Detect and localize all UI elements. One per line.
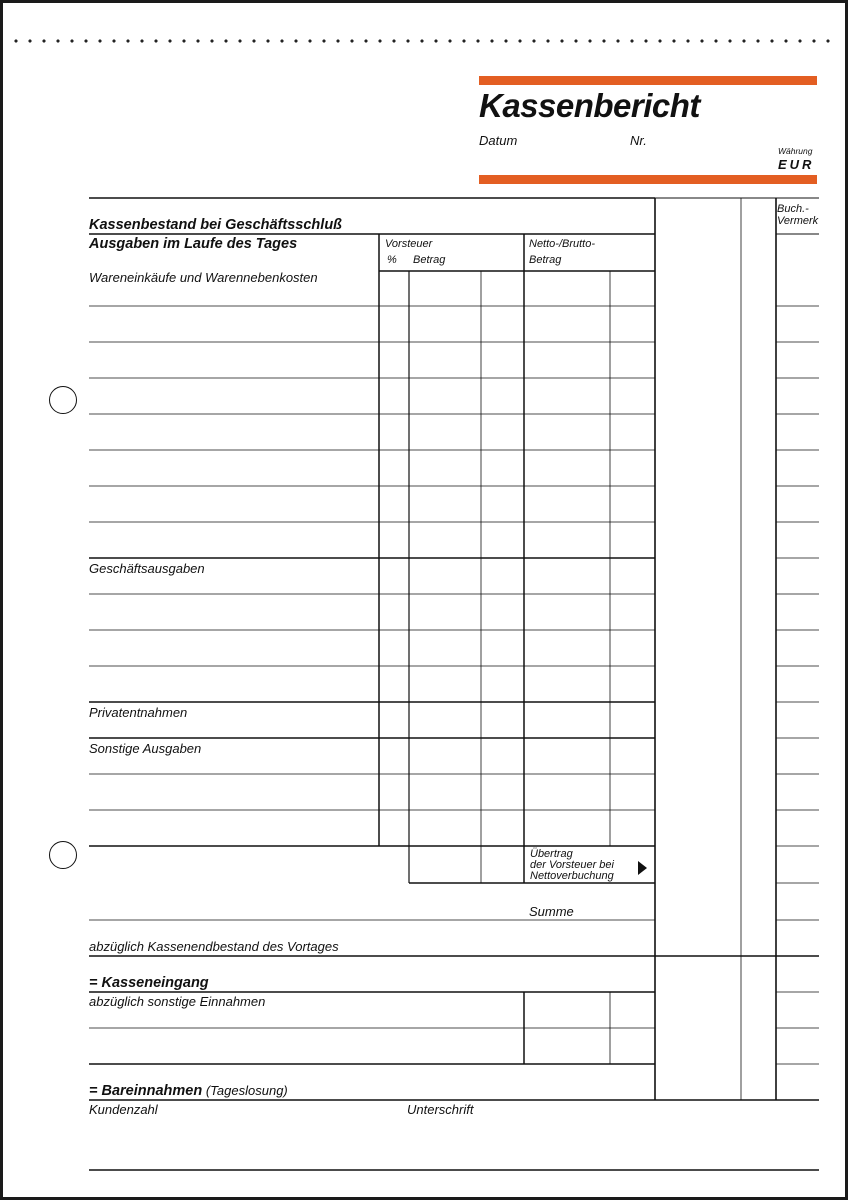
geschaeftsausgaben-label: Geschäftsausgaben bbox=[89, 561, 205, 576]
bareinnahmen-row bbox=[89, 1083, 288, 1099]
sonstige-ausgaben-label: Sonstige Ausgaben bbox=[89, 741, 202, 756]
uebertrag-label-line1: Übertrag bbox=[530, 848, 573, 860]
datum-label: Datum bbox=[479, 133, 518, 148]
vorsteuer-header: Vorsteuer bbox=[385, 238, 433, 250]
waehrung-label: Währung bbox=[778, 146, 813, 156]
uebertrag-label-line2: der Vorsteuer bei bbox=[530, 859, 614, 871]
netto-betrag-header: Betrag bbox=[529, 254, 562, 266]
bareinnahmen-label: = Bareinnahmen bbox=[89, 1083, 203, 1099]
kasseneingang-label: = Kasseneingang bbox=[89, 975, 209, 991]
buch-vermerk-header-line2: Vermerk bbox=[777, 215, 819, 227]
currency-code: EUR bbox=[778, 157, 815, 172]
wareneinkaeufe-label: Wareneinkäufe und Warennebenkosten bbox=[89, 270, 318, 285]
kundenzahl-label: Kundenzahl bbox=[89, 1102, 158, 1117]
tageslosung-label: (Tageslosung) bbox=[205, 1083, 288, 1098]
percent-header: % bbox=[387, 254, 397, 266]
form-title: Kassenbericht bbox=[479, 87, 700, 124]
netto-brutto-header: Netto-/Brutto- bbox=[529, 238, 596, 250]
uebertrag-label-line3: Nettoverbuchung bbox=[530, 870, 614, 882]
privatentnahmen-label: Privatentnahmen bbox=[89, 705, 188, 720]
vorsteuer-betrag-header: Betrag bbox=[413, 254, 446, 266]
arrow-right-icon bbox=[638, 861, 647, 875]
kassenbestand-label: Kassenbestand bei Geschäftsschluß bbox=[89, 217, 343, 233]
summe-label: Summe bbox=[529, 904, 574, 919]
unterschrift-label: Unterschrift bbox=[407, 1102, 474, 1117]
nr-label: Nr. bbox=[630, 133, 647, 148]
abzueglich-vortag-label: abzüglich Kassenendbestand des Vortages bbox=[89, 939, 339, 954]
abzueglich-einnahmen-label: abzüglich sonstige Einnahmen bbox=[89, 994, 266, 1009]
ausgaben-label: Ausgaben im Laufe des Tages bbox=[89, 236, 298, 252]
buch-vermerk-header-line1: Buch.- bbox=[777, 203, 809, 215]
form-grid-lines bbox=[3, 3, 848, 1203]
